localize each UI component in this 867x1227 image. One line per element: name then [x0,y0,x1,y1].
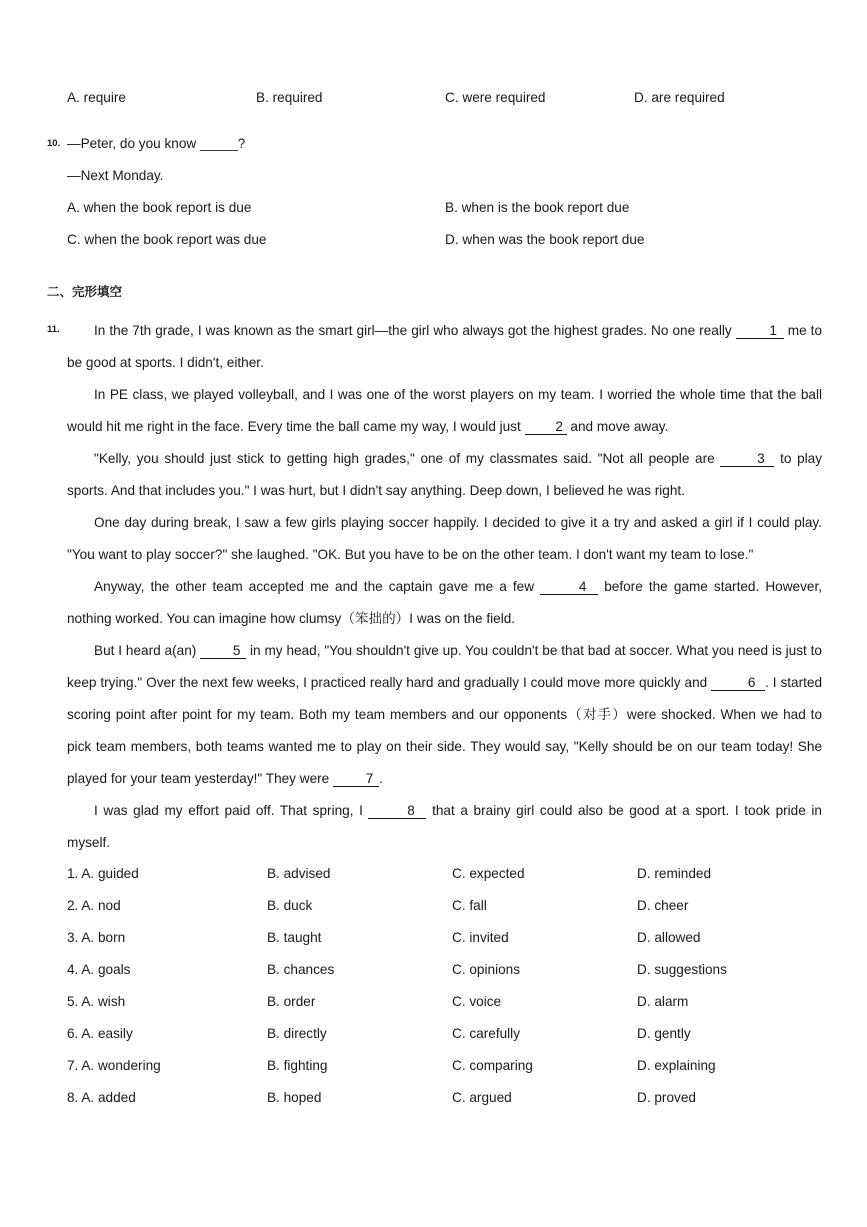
option-b: B. directly [267,1026,327,1041]
option-d: D. reminded [637,866,712,881]
option-d: D. alarm [637,994,689,1009]
passage-text: . [379,771,383,786]
option-b: B. order [267,994,316,1009]
passage-text: Anyway, the other team accepted me and the captain gave me a few [94,579,541,594]
section-title: 二、完形填空 [47,285,123,299]
passage-text: and move away. [566,419,669,434]
q10-option-d: D. when was the book report due [445,232,645,247]
blank-8: 8 [368,803,426,819]
passage-text: In PE class, we played volleyball, and I was one of the worst players on my team. I worried the whole time that the ball would hit me right in the face. Every time the ball came my way, I would just [67,387,822,434]
blank-5: 5 [200,643,246,659]
option-a: 1. A. guided [67,866,139,881]
q10-line2: —Next Monday. [67,168,164,183]
q10-number: 10. [47,138,61,149]
option-a: 8. A. added [67,1090,136,1105]
option-c: C. opinions [452,962,521,977]
option-a: 7. A. wondering [67,1058,161,1073]
passage-text: that a brainy girl could also be good at a sport. I took pride in myself. [67,803,822,850]
option-b: B. hoped [267,1090,322,1105]
blank-2: 2 [525,419,567,435]
passage-paragraph-7 [67,795,822,859]
option-row [0,928,867,948]
option-c: C. voice [452,994,502,1009]
passage-paragraph-3 [67,443,822,507]
q9-option-b: B. required [256,90,323,105]
option-d: D. gently [637,1026,691,1041]
option-c: C. invited [452,930,509,945]
option-row [0,992,867,1012]
passage-text: "Kelly, you should just stick to getting high grades," one of my classmates said. "Not all people are [94,451,721,466]
q9-option-d: D. are required [634,90,725,105]
q9-option-c: C. were required [445,90,546,105]
blank-3: 3 [720,451,774,467]
option-d: D. explaining [637,1058,716,1073]
option-c: C. argued [452,1090,512,1105]
option-b: B. taught [267,930,322,945]
option-a: 5. A. wish [67,994,126,1009]
option-row [0,1088,867,1108]
passage-paragraph-2 [67,379,822,443]
q10-option-b: B. when is the book report due [445,200,630,215]
option-a: 3. A. born [67,930,126,945]
option-row [0,1056,867,1076]
passage-text: to play sports. And that includes you." I was hurt, but I didn't say anything. Deep down, I believed he was right. [67,451,823,498]
option-row [0,960,867,980]
option-row [0,1024,867,1044]
q11-number: 11. [47,324,60,335]
option-row [0,864,867,884]
option-a: 2. A. nod [67,898,121,913]
option-b: B. chances [267,962,335,977]
option-c: C. carefully [452,1026,520,1041]
option-d: D. proved [637,1090,696,1105]
option-a: 6. A. easily [67,1026,133,1041]
blank-7: 7 [333,771,379,787]
q9-options [0,88,867,108]
q9-option-a: A. require [67,90,126,105]
option-c: C. expected [452,866,525,881]
q10-option-a: A. when the book report is due [67,200,252,215]
passage-text: But I heard a(an) [94,643,201,658]
blank-6: 6 [711,675,765,691]
q10-line1: —Peter, do you know _____? [67,136,246,151]
passage-text: In the 7th grade, I was known as the smart girl—the girl who always got the highest grades. No one really [94,323,736,338]
passage-text: I was glad my effort paid off. That spring, I [94,803,369,818]
option-b: B. fighting [267,1058,328,1073]
option-c: C. fall [452,898,487,913]
passage-text: in my head, "You shouldn't give up. You couldn't be that bad at soccer. What you need is just to keep trying." Over the next few weeks, I practiced really hard and gradually I could move more quickly and [67,643,822,690]
passage-text: me to be good at sports. I didn't, either. [67,323,822,370]
passage-text: . I started scoring point after point for my team. Both my team members and our opponents（对手）were shocked. When we had to pick team members, both teams wanted me to play on their side. They would say, "Kelly should be on our team today! She played for your team yesterday!" They were [67,675,823,786]
option-c: C. comparing [452,1058,533,1073]
option-d: D. suggestions [637,962,727,977]
option-row [0,896,867,916]
passage-paragraph-1 [67,315,822,379]
option-d: D. cheer [637,898,689,913]
blank-1: 1 [736,323,784,339]
passage-text: before the game started. However, nothing worked. You can imagine how clumsy（笨拙的）I was on the field. [67,579,822,626]
option-a: 4. A. goals [67,962,131,977]
q10-option-c: C. when the book report was due [67,232,267,247]
option-b: B. advised [267,866,331,881]
blank-4: 4 [540,579,598,595]
option-b: B. duck [267,898,313,913]
passage-paragraph-5 [67,571,822,635]
option-d: D. allowed [637,930,701,945]
passage-paragraph-6 [67,635,822,795]
passage-paragraph-4: One day during break, I saw a few girls playing soccer happily. I decided to give it a try and asked a girl if I could play. "You want to play soccer?" she laughed. "OK. But you have to be on the other team. I don't want my team to lose." [67,515,822,562]
